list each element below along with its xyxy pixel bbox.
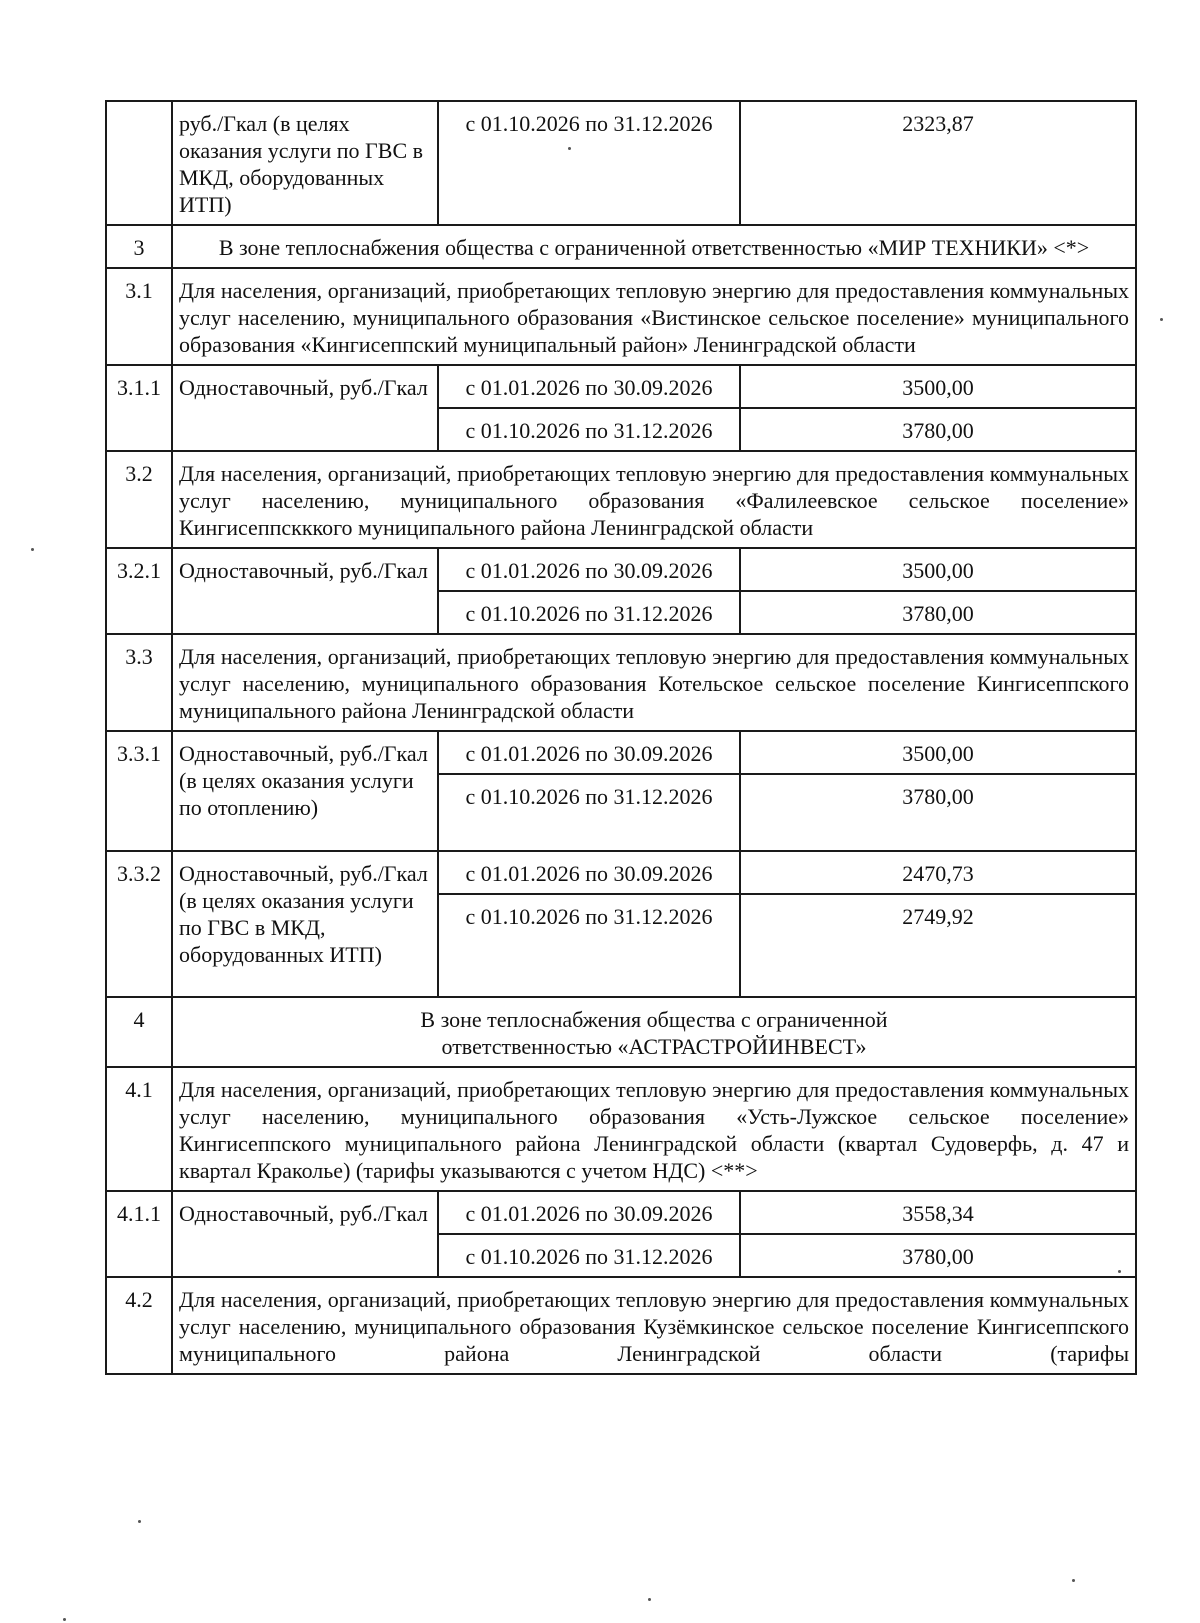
tariff-value: 3780,00 — [740, 774, 1136, 851]
consumer-description: Для населения, организаций, приобретающих тепловую энергию для предоставления коммунальных услуг населению, муниципального образования Котельское сельское поселение Кингисеппского муниципального района Ленинградской области — [172, 634, 1136, 731]
subsection-row — [106, 451, 1136, 548]
tariff-value: 3558,34 — [740, 1191, 1136, 1234]
row-number: 4.2 — [106, 1277, 172, 1374]
consumer-description: Для населения, организаций, приобретающих тепловую энергию для предоставления коммунальных услуг населению, муниципального образования «Фалилеевское сельское поселение» Кингисеппскккого муниципального района Ленинградской области — [172, 451, 1136, 548]
zone-title-text: В зоне теплоснабжения общества с ограниченной ответственностью «АСТРАСТРОЙИНВЕСТ» — [420, 1007, 888, 1059]
tariff-value: 2749,92 — [740, 894, 1136, 997]
table-row — [106, 731, 1136, 774]
row-number: 3.3.2 — [106, 851, 172, 997]
scan-speck — [648, 1598, 651, 1601]
section-row — [106, 997, 1136, 1067]
tariff-value: 3500,00 — [740, 365, 1136, 408]
period-cell: с 01.01.2026 по 30.09.2026 — [438, 365, 740, 408]
zone-title — [172, 997, 1136, 1067]
scan-speck — [568, 147, 571, 150]
subsection-row — [106, 634, 1136, 731]
row-number: 3.3 — [106, 634, 172, 731]
scan-speck — [138, 1520, 141, 1523]
table-row — [106, 101, 1136, 225]
subsection-row — [106, 268, 1136, 365]
table-row — [106, 1191, 1136, 1234]
scan-speck — [1072, 1579, 1075, 1582]
row-number: 3.2.1 — [106, 548, 172, 634]
period-cell: с 01.10.2026 по 31.12.2026 — [438, 1234, 740, 1277]
row-number: 3.1 — [106, 268, 172, 365]
tariff-value: 3500,00 — [740, 731, 1136, 774]
consumer-description: Для населения, организаций, приобретающих тепловую энергию для предоставления коммунальных услуг населению, муниципального образования «Усть-Лужское сельское поселение» Кингисеппского муниципального района Ленинградской области (квартал Судоверфь, д. 47 и квартал Краколье) (тарифы указываются с учетом НДС) <**> — [172, 1067, 1136, 1191]
row-number: 3 — [106, 225, 172, 268]
row-number: 3.1.1 — [106, 365, 172, 451]
tariff-label: Одноставочный, руб./Гкал (в целях оказания услуги по ГВС в МКД, оборудованных ИТП) — [172, 851, 438, 997]
scan-speck — [63, 1618, 66, 1621]
scan-speck — [31, 548, 34, 551]
table-row — [106, 365, 1136, 408]
tariff-label: Одноставочный, руб./Гкал — [172, 1191, 438, 1277]
period-cell: с 01.10.2026 по 31.12.2026 — [438, 101, 740, 225]
row-number: 3.2 — [106, 451, 172, 548]
tariff-table — [105, 100, 1137, 1375]
tariff-value: 2470,73 — [740, 851, 1136, 894]
consumer-description: Для населения, организаций, приобретающих тепловую энергию для предоставления коммунальных услуг населению, муниципального образования Кузёмкинское сельское поселение Кингисеппского муниципального района Ленинградской области (тарифы — [172, 1277, 1136, 1374]
tariff-label: Одноставочный, руб./Гкал (в целях оказания услуги по отоплению) — [172, 731, 438, 851]
period-cell: с 01.10.2026 по 31.12.2026 — [438, 774, 740, 851]
tariff-value: 3500,00 — [740, 548, 1136, 591]
table-row — [106, 851, 1136, 894]
row-number — [106, 101, 172, 225]
row-number: 4.1 — [106, 1067, 172, 1191]
consumer-description: Для населения, организаций, приобретающих тепловую энергию для предоставления коммунальных услуг населению, муниципального образования «Вистинское сельское поселение» муниципального образования «Кингисеппский муниципальный район» Ленинградской области — [172, 268, 1136, 365]
zone-title: В зоне теплоснабжения общества с ограниченной ответственностью «МИР ТЕХНИКИ» <*> — [172, 225, 1136, 268]
period-cell: с 01.10.2026 по 31.12.2026 — [438, 894, 740, 997]
tariff-value: 3780,00 — [740, 1234, 1136, 1277]
tariff-label: Одноставочный, руб./Гкал — [172, 548, 438, 634]
period-cell: с 01.01.2026 по 30.09.2026 — [438, 1191, 740, 1234]
tariff-label: руб./Гкал (в целях оказания услуги по ГВС в МКД, оборудованных ИТП) — [172, 101, 438, 225]
subsection-row — [106, 1067, 1136, 1191]
tariff-value: 3780,00 — [740, 591, 1136, 634]
period-cell: с 01.10.2026 по 31.12.2026 — [438, 408, 740, 451]
table-row — [106, 548, 1136, 591]
row-number: 4 — [106, 997, 172, 1067]
subsection-row — [106, 1277, 1136, 1374]
tariff-value: 2323,87 — [740, 101, 1136, 225]
tariff-value: 3780,00 — [740, 408, 1136, 451]
tariff-label: Одноставочный, руб./Гкал — [172, 365, 438, 451]
scan-speck — [1160, 318, 1163, 321]
row-number: 3.3.1 — [106, 731, 172, 851]
period-cell: с 01.01.2026 по 30.09.2026 — [438, 731, 740, 774]
scan-speck — [1118, 1270, 1121, 1273]
row-number: 4.1.1 — [106, 1191, 172, 1277]
period-cell: с 01.01.2026 по 30.09.2026 — [438, 548, 740, 591]
period-cell: с 01.10.2026 по 31.12.2026 — [438, 591, 740, 634]
section-row — [106, 225, 1136, 268]
period-cell: с 01.01.2026 по 30.09.2026 — [438, 851, 740, 894]
